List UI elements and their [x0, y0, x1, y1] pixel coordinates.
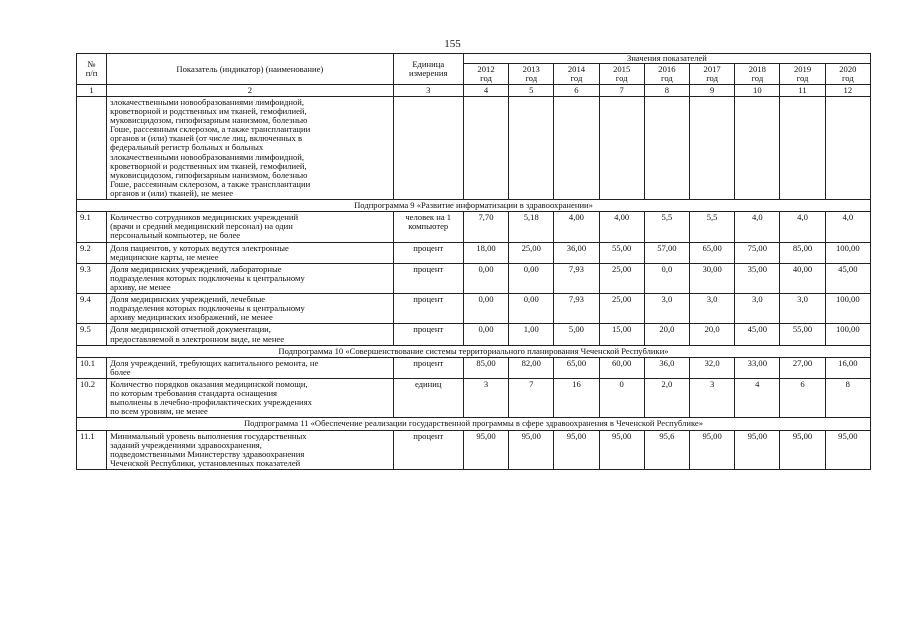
- row-value: 1,00: [509, 324, 554, 345]
- row-indicator: Минимальный уровень выполнения государственных заданий учреждениями здравоохранения, подведомственными Министерству здравоохранения Чеченской Республики, установленных показателей: [107, 430, 393, 469]
- row-value: 57,00: [644, 242, 689, 263]
- header-year: 2015 год: [599, 64, 644, 85]
- subprogram-title: Подпрограмма 9 «Развитие информатизации в здравоохранении»: [77, 200, 871, 212]
- indicators-table: [76, 53, 871, 470]
- row-value: 95,00: [825, 430, 870, 469]
- header-year: 2014 год: [554, 64, 599, 85]
- column-number: 5: [509, 85, 554, 97]
- row-value: 7,93: [554, 294, 599, 324]
- row-indicator: Доля медицинских учреждений, лечебные подразделения которых подключены к центральному архиву медицинских изображений, не менее: [107, 294, 393, 324]
- row-value: 25,00: [509, 242, 554, 263]
- row-value: 95,6: [644, 430, 689, 469]
- column-number: 8: [644, 85, 689, 97]
- row-value: 65,00: [690, 242, 735, 263]
- row-value: 5,00: [554, 324, 599, 345]
- row-unit: процент: [393, 263, 463, 293]
- row-value: 60,00: [599, 357, 644, 378]
- row-value: 95,00: [509, 430, 554, 469]
- row-num: 9.5: [77, 324, 107, 345]
- row-value: 0,00: [509, 294, 554, 324]
- row-value: 0,0: [644, 263, 689, 293]
- row-indicator: Доля пациентов, у которых ведутся электронные медицинские карты, не менее: [107, 242, 393, 263]
- row-value: 40,00: [780, 263, 825, 293]
- row-unit: процент: [393, 357, 463, 378]
- row-indicator: Количество порядков оказания медицинской помощи, по которым требования стандарта оснащения выполнены в лечебно-профилактических учреждениях по всем уровням, не менее: [107, 378, 393, 417]
- row-indicator: Доля учреждений, требующих капитального ремонта, не более: [107, 357, 393, 378]
- row-value: 35,00: [735, 263, 780, 293]
- table-header: [77, 54, 871, 97]
- row-unit: человек на 1 компьютер: [393, 212, 463, 242]
- row-value: 4,0: [735, 212, 780, 242]
- row-value: 75,00: [735, 242, 780, 263]
- row-value: 7: [509, 378, 554, 417]
- row-unit: процент: [393, 242, 463, 263]
- row-value: 4,00: [599, 212, 644, 242]
- row-value: 85,00: [463, 357, 508, 378]
- row-value: 32,0: [690, 357, 735, 378]
- row-value: 3: [690, 378, 735, 417]
- row-value: 85,00: [780, 242, 825, 263]
- row-num: 11.1: [77, 430, 107, 469]
- row-value: 0,00: [463, 263, 508, 293]
- row-num: [77, 96, 107, 199]
- row-value: 5,5: [690, 212, 735, 242]
- header-year: 2013 год: [509, 64, 554, 85]
- header-year: 2016 год: [644, 64, 689, 85]
- row-value: 7,93: [554, 263, 599, 293]
- continuation-indicator-text: злокачественными новообразованиями лимфоидной, кроветворной и родственных им тканей, гемофилией, муковисцидозом, гипофизарным нанизмом, болезнью Гоше, рассеянным склерозом, а также трансплантации органов и (или) тканей (от числе лиц, включенных в федеральный регистр больных и больных злокачественными новообразованиями лимфоидной, кроветворной и родственных им тканей, гемофилией, муковисцидозом, гипофизарным нанизмом, болезнью Гоше, рассеянным склерозом, а также трансплантации органов и (или) тканей), не менее: [107, 96, 393, 199]
- column-number: 6: [554, 85, 599, 97]
- column-number: 9: [690, 85, 735, 97]
- row-value: 95,00: [690, 430, 735, 469]
- table-row: [77, 324, 871, 345]
- header-unit: Единица измерения: [393, 54, 463, 85]
- subprogram-row: [77, 200, 871, 212]
- subprogram-title: Подпрограмма 10 «Совершенствование системы территориального планирования Чеченской Республики»: [77, 345, 871, 357]
- row-value: 27,00: [780, 357, 825, 378]
- column-number: 7: [599, 85, 644, 97]
- table-row: [77, 357, 871, 378]
- row-value: 7,70: [463, 212, 508, 242]
- column-number: 4: [463, 85, 508, 97]
- row-indicator: Доля медицинской отчетной документации, предоставляемой в электронном виде, не менее: [107, 324, 393, 345]
- header-year: 2017 год: [690, 64, 735, 85]
- row-value: 3,0: [780, 294, 825, 324]
- row-value: 0,00: [509, 263, 554, 293]
- row-value: 95,00: [554, 430, 599, 469]
- row-value: 4,0: [825, 212, 870, 242]
- column-number: 11: [780, 85, 825, 97]
- row-value: 25,00: [599, 263, 644, 293]
- header-year: 2012 год: [463, 64, 508, 85]
- subprogram-row: [77, 418, 871, 430]
- header-year: 2018 год: [735, 64, 780, 85]
- row-value: 6: [780, 378, 825, 417]
- row-unit: единиц: [393, 378, 463, 417]
- row-value: 16,00: [825, 357, 870, 378]
- row-value: 0: [599, 378, 644, 417]
- table-row: [77, 212, 871, 242]
- column-number: 12: [825, 85, 870, 97]
- row-num: 10.2: [77, 378, 107, 417]
- row-value: 100,00: [825, 294, 870, 324]
- row-value: 95,00: [599, 430, 644, 469]
- row-value: 95,00: [735, 430, 780, 469]
- row-value: 95,00: [780, 430, 825, 469]
- row-value: 5,18: [509, 212, 554, 242]
- row-value: 65,00: [554, 357, 599, 378]
- table-row: [77, 263, 871, 293]
- row-num: 9.3: [77, 263, 107, 293]
- row-value: 5,5: [644, 212, 689, 242]
- continuation-row: [77, 96, 871, 199]
- row-value: 3,0: [690, 294, 735, 324]
- row-value: 45,00: [825, 263, 870, 293]
- row-value: 100,00: [825, 324, 870, 345]
- row-value: 8: [825, 378, 870, 417]
- row-value: 55,00: [780, 324, 825, 345]
- row-value: 3,0: [735, 294, 780, 324]
- row-value: 45,00: [735, 324, 780, 345]
- row-value: 30,00: [690, 263, 735, 293]
- header-year: 2019 год: [780, 64, 825, 85]
- table-row: [77, 378, 871, 417]
- table-row: [77, 294, 871, 324]
- row-num: 10.1: [77, 357, 107, 378]
- row-value: 4,0: [780, 212, 825, 242]
- row-value: 25,00: [599, 294, 644, 324]
- row-value: 16: [554, 378, 599, 417]
- column-number: 10: [735, 85, 780, 97]
- subprogram-title: Подпрограмма 11 «Обеспечение реализации государственной программы в сфере здравоохранения в Чеченской Республике»: [77, 418, 871, 430]
- row-value: 33,00: [735, 357, 780, 378]
- row-indicator: Доля медицинских учреждений, лабораторные подразделения которых подключены к центральному архиву, не менее: [107, 263, 393, 293]
- column-number: 2: [107, 85, 393, 97]
- row-value: 95,00: [463, 430, 508, 469]
- row-value: 2,0: [644, 378, 689, 417]
- row-value: 82,00: [509, 357, 554, 378]
- row-value: 100,00: [825, 242, 870, 263]
- row-value: 36,0: [644, 357, 689, 378]
- row-value: 18,00: [463, 242, 508, 263]
- row-value: 4,00: [554, 212, 599, 242]
- row-num: 9.1: [77, 212, 107, 242]
- row-unit: процент: [393, 324, 463, 345]
- column-number: 1: [77, 85, 107, 97]
- row-num: 9.2: [77, 242, 107, 263]
- header-num: № п/п: [77, 54, 107, 85]
- header-values-group: Значения показателей: [463, 54, 870, 64]
- row-value: 3: [463, 378, 508, 417]
- row-value: 0,00: [463, 294, 508, 324]
- row-num: 9.4: [77, 294, 107, 324]
- row-value: 3,0: [644, 294, 689, 324]
- row-value: 15,00: [599, 324, 644, 345]
- row-value: 0,00: [463, 324, 508, 345]
- header-indicator: Показатель (индикатор) (наименование): [107, 54, 393, 85]
- column-number: 3: [393, 85, 463, 97]
- row-value: 20,0: [644, 324, 689, 345]
- row-value: 4: [735, 378, 780, 417]
- table-row: [77, 430, 871, 469]
- row-indicator: Количество сотрудников медицинских учреждений (врачи и средний медицинский персонал) на один персональный компьютер, не более: [107, 212, 393, 242]
- row-value: 55,00: [599, 242, 644, 263]
- header-year: 2020 год: [825, 64, 870, 85]
- row-unit: процент: [393, 430, 463, 469]
- table-row: [77, 242, 871, 263]
- page-number: 155: [444, 38, 461, 50]
- row-unit: процент: [393, 294, 463, 324]
- row-value: 36,00: [554, 242, 599, 263]
- row-value: 20,0: [690, 324, 735, 345]
- subprogram-row: [77, 345, 871, 357]
